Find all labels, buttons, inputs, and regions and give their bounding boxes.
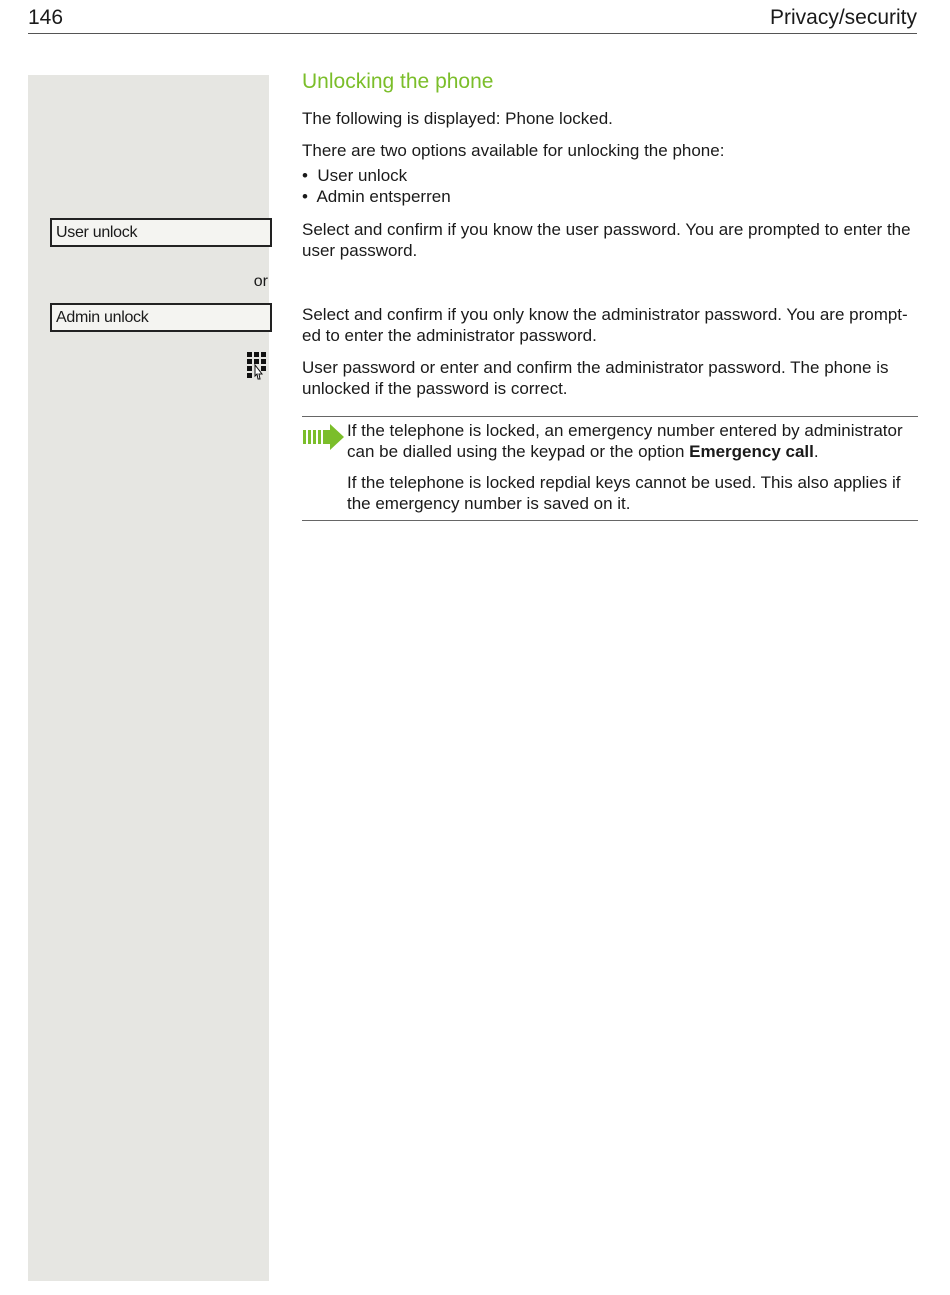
green-arrow-icon bbox=[302, 424, 346, 450]
page-title: Unlocking the phone bbox=[302, 70, 494, 93]
user-unlock-description bbox=[302, 219, 918, 261]
admin-unlock-description bbox=[302, 304, 918, 346]
password-description bbox=[302, 357, 918, 399]
list-item: • User unlock bbox=[302, 166, 408, 185]
admin-unlock-text: Select and confirm if you only know the administrator password. You are prompt-ed to enter the administrator password. bbox=[302, 305, 908, 345]
keypad-icon bbox=[247, 352, 267, 380]
admin-unlock-key[interactable]: Admin unlock bbox=[50, 303, 272, 332]
note-box bbox=[302, 416, 918, 521]
user-unlock-key[interactable]: User unlock bbox=[50, 218, 272, 247]
note-paragraph-1: If the telephone is locked, an emergency number entered by administrator can be dialled using the keypad or the option Emergency call. bbox=[347, 421, 903, 461]
emergency-call-option: Emergency call bbox=[689, 442, 814, 461]
page-number: 146 bbox=[28, 6, 64, 29]
note-paragraph-2: If the telephone is locked repdial keys cannot be used. This also applies if the emergency number is saved on it. bbox=[347, 473, 901, 513]
options-list bbox=[302, 165, 918, 207]
user-unlock-text: Select and confirm if you know the user password. You are prompted to enter the user password. bbox=[302, 220, 911, 260]
header-divider bbox=[28, 33, 917, 34]
options-block bbox=[302, 140, 918, 207]
password-text: User password or enter and confirm the administrator password. The phone is unlocked if the password is correct. bbox=[302, 358, 889, 398]
section-title: Privacy/security bbox=[769, 6, 917, 29]
or-label: or bbox=[253, 273, 268, 290]
list-item: • Admin entsperren bbox=[302, 187, 451, 206]
intro-text bbox=[302, 108, 918, 129]
options-intro: There are two options available for unlocking the phone: bbox=[302, 141, 725, 160]
sidebar bbox=[28, 75, 269, 1281]
intro-paragraph: The following is displayed: Phone locked. bbox=[302, 109, 613, 128]
